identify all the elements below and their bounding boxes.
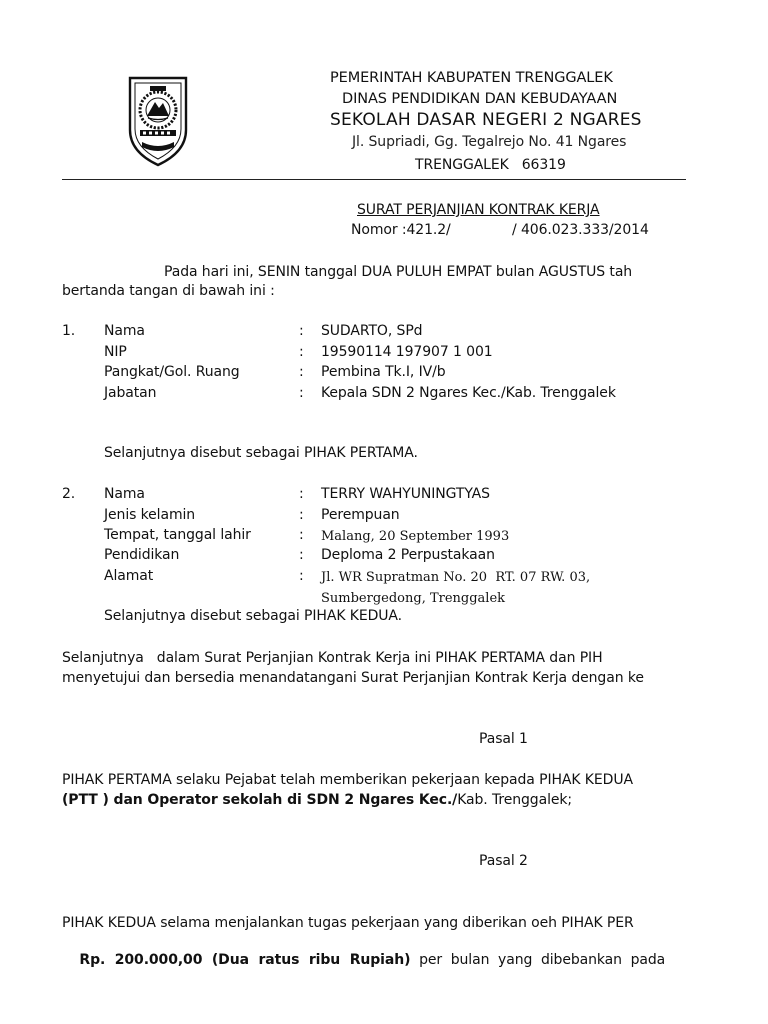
pasal2-line-2-rest: per bulan yang dibebankan pada xyxy=(410,952,666,968)
intro-line-2: bertanda tangan di bawah ini : xyxy=(62,283,275,299)
letterhead-city: TRENGGALEK 66319 xyxy=(415,157,566,173)
colon: : xyxy=(299,547,304,563)
party2-value-name: TERRY WAHYUNINGTYAS xyxy=(321,486,490,502)
party2-number: 2. xyxy=(62,486,76,502)
party2-value-address: Jl. WR Supratman No. 20 RT. 07 RW. 03, xyxy=(321,570,591,585)
document-number-suffix: / 406.023.333/2014 xyxy=(512,222,649,238)
party1-value-rank: Pembina Tk.I, IV/b xyxy=(321,364,446,380)
pasal2-line-2 xyxy=(62,936,665,984)
party1-label-position: Jabatan xyxy=(104,385,157,401)
party2-value-birth: Malang, 20 September 1993 xyxy=(321,529,510,544)
regency-seal-logo xyxy=(124,72,192,168)
colon: : xyxy=(299,507,304,523)
party1-label-nip: NIP xyxy=(104,344,127,360)
pasal2-line-2-bold: Rp. 200.000,00 (Dua ratus ribu Rupiah) xyxy=(79,952,411,968)
colon: : xyxy=(299,385,304,401)
intro-line-1: Pada hari ini, SENIN tanggal DUA PULUH EMPAT bulan AGUSTUS tah xyxy=(164,264,633,280)
agreement-line-2: menyetujui dan bersedia menandatangani Surat Perjanjian Kontrak Kerja dengan ke xyxy=(62,670,644,686)
letterhead-address: Jl. Supriadi, Gg. Tegalrejo No. 41 Ngares xyxy=(352,134,627,150)
pasal1-line-1: PIHAK PERTAMA selaku Pejabat telah memberikan pekerjaan kepada PIHAK KEDUA xyxy=(62,772,633,788)
pasal1-line-2-rest: Kab. Trenggalek; xyxy=(457,792,572,808)
party2-label-address: Alamat xyxy=(104,568,154,584)
party1-value-nip: 19590114 197907 1 001 xyxy=(321,344,493,360)
party2-label-birth: Tempat, tanggal lahir xyxy=(104,527,251,543)
pasal1-line-2-bold: (PTT ) dan Operator sekolah di SDN 2 Ngares Kec./ xyxy=(62,792,458,808)
party2-value-education: Deploma 2 Perpustakaan xyxy=(321,547,495,563)
colon: : xyxy=(299,568,304,584)
party1-designation: Selanjutnya disebut sebagai PIHAK PERTAMA. xyxy=(104,445,418,461)
agreement-line-1: Selanjutnya dalam Surat Perjanjian Kontrak Kerja ini PIHAK PERTAMA dan PIH xyxy=(62,650,603,666)
colon: : xyxy=(299,527,304,543)
colon: : xyxy=(299,344,304,360)
colon: : xyxy=(299,486,304,502)
colon: : xyxy=(299,323,304,339)
party2-label-gender: Jenis kelamin xyxy=(104,507,196,523)
party2-label-education: Pendidikan xyxy=(104,547,180,563)
party1-label-rank: Pangkat/Gol. Ruang xyxy=(104,364,240,380)
letterhead-divider xyxy=(62,179,686,180)
pasal1-heading: Pasal 1 xyxy=(479,731,528,747)
letterhead-government: PEMERINTAH KABUPATEN TRENGGALEK xyxy=(330,70,613,86)
letterhead-department: DINAS PENDIDIKAN DAN KEBUDAYAAN xyxy=(342,91,618,107)
party2-designation: Selanjutnya disebut sebagai PIHAK KEDUA. xyxy=(104,608,402,624)
party1-number: 1. xyxy=(62,323,76,339)
document-number-prefix: Nomor :421.2/ xyxy=(351,222,451,238)
colon: : xyxy=(299,364,304,380)
party2-value-address-cont: Sumbergedong, Trenggalek xyxy=(321,591,506,606)
document-title: SURAT PERJANJIAN KONTRAK KERJA xyxy=(357,202,600,218)
party1-value-position: Kepala SDN 2 Ngares Kec./Kab. Trenggalek xyxy=(321,385,616,401)
party2-value-gender: Perempuan xyxy=(321,507,400,523)
party1-label-name: Nama xyxy=(104,323,145,339)
pasal1-line-2 xyxy=(62,792,572,808)
pasal2-line-1: PIHAK KEDUA selama menjalankan tugas pekerjaan yang diberikan oeh PIHAK PER xyxy=(62,915,634,931)
letterhead-school-name: SEKOLAH DASAR NEGERI 2 NGARES xyxy=(330,110,642,130)
party1-value-name: SUDARTO, SPd xyxy=(321,323,423,339)
pasal2-heading: Pasal 2 xyxy=(479,853,528,869)
party2-label-name: Nama xyxy=(104,486,145,502)
